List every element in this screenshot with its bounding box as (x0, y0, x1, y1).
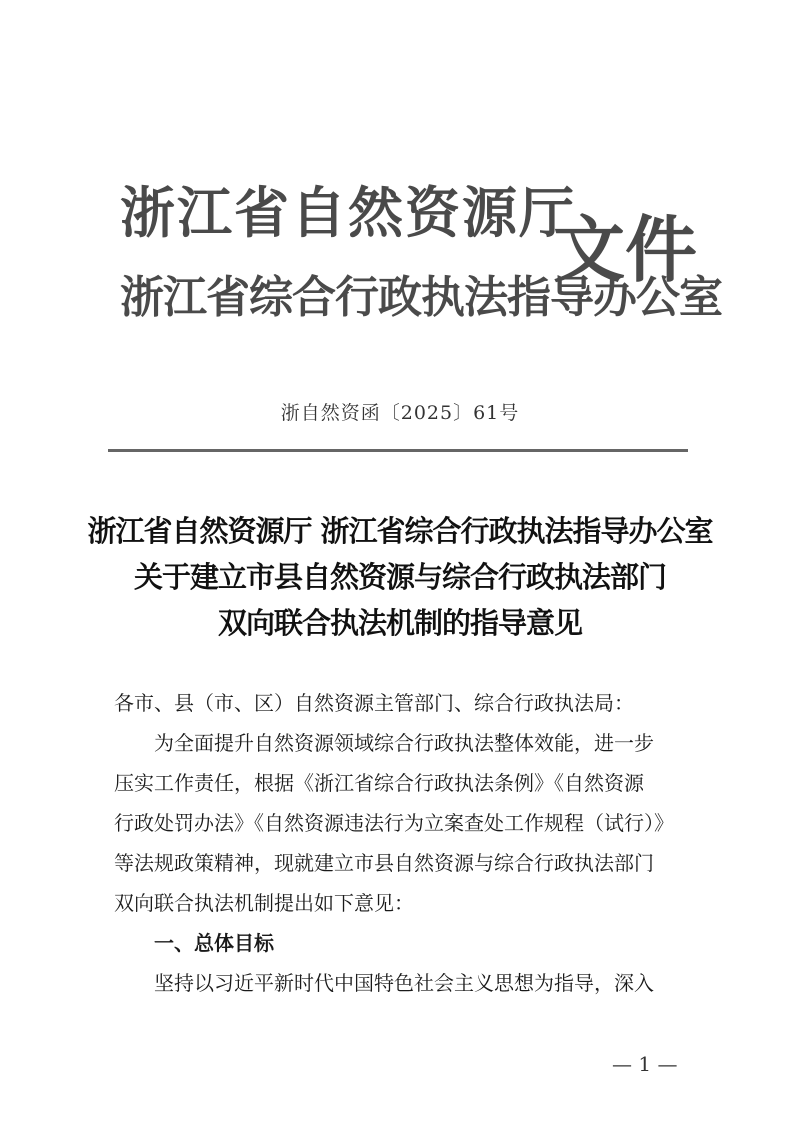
document-title (0, 508, 800, 646)
document-body (114, 683, 694, 1003)
paragraph-1-line-3: 行政处罚办法》《自然资源违法行为立案查处工作规程（试行）》 (114, 811, 674, 835)
title-line-2: 关于建立市县自然资源与综合行政执法部门 (133, 560, 666, 594)
paragraph-1-line-1: 为全面提升自然资源领域综合行政执法整体效能，进一步 (154, 731, 654, 755)
document-label: 文件 (553, 208, 698, 292)
issuing-org-2: 浙江省综合行政执法指导办公室 (120, 272, 722, 323)
header-divider (108, 449, 688, 452)
paragraph-2-line-1: 坚持以习近平新时代中国特色社会主义思想为指导，深入 (154, 971, 654, 995)
page-number: — 1 — (612, 1052, 678, 1076)
title-line-1: 浙江省自然资源厅 浙江省综合行政执法指导办公室 (87, 514, 713, 548)
section-1-heading: 一、总体目标 (154, 931, 274, 955)
masthead (0, 0, 800, 380)
paragraph-1-line-5: 双向联合执法机制提出如下意见： (114, 891, 414, 915)
document-number: 浙自然资函〔2025〕61号 (280, 402, 520, 424)
paragraph-1-line-4: 等法规政策精神，现就建立市县自然资源与综合行政执法部门 (114, 851, 654, 875)
issuing-org-1: 浙江省自然资源厅 (120, 181, 577, 245)
title-line-3: 双向联合执法机制的指导意见 (217, 606, 582, 640)
paragraph-1-line-2: 压实工作责任，根据《浙江省综合行政执法条例》《自然资源 (114, 771, 644, 795)
salutation: 各市、县（市、区）自然资源主管部门、综合行政执法局： (114, 691, 634, 715)
